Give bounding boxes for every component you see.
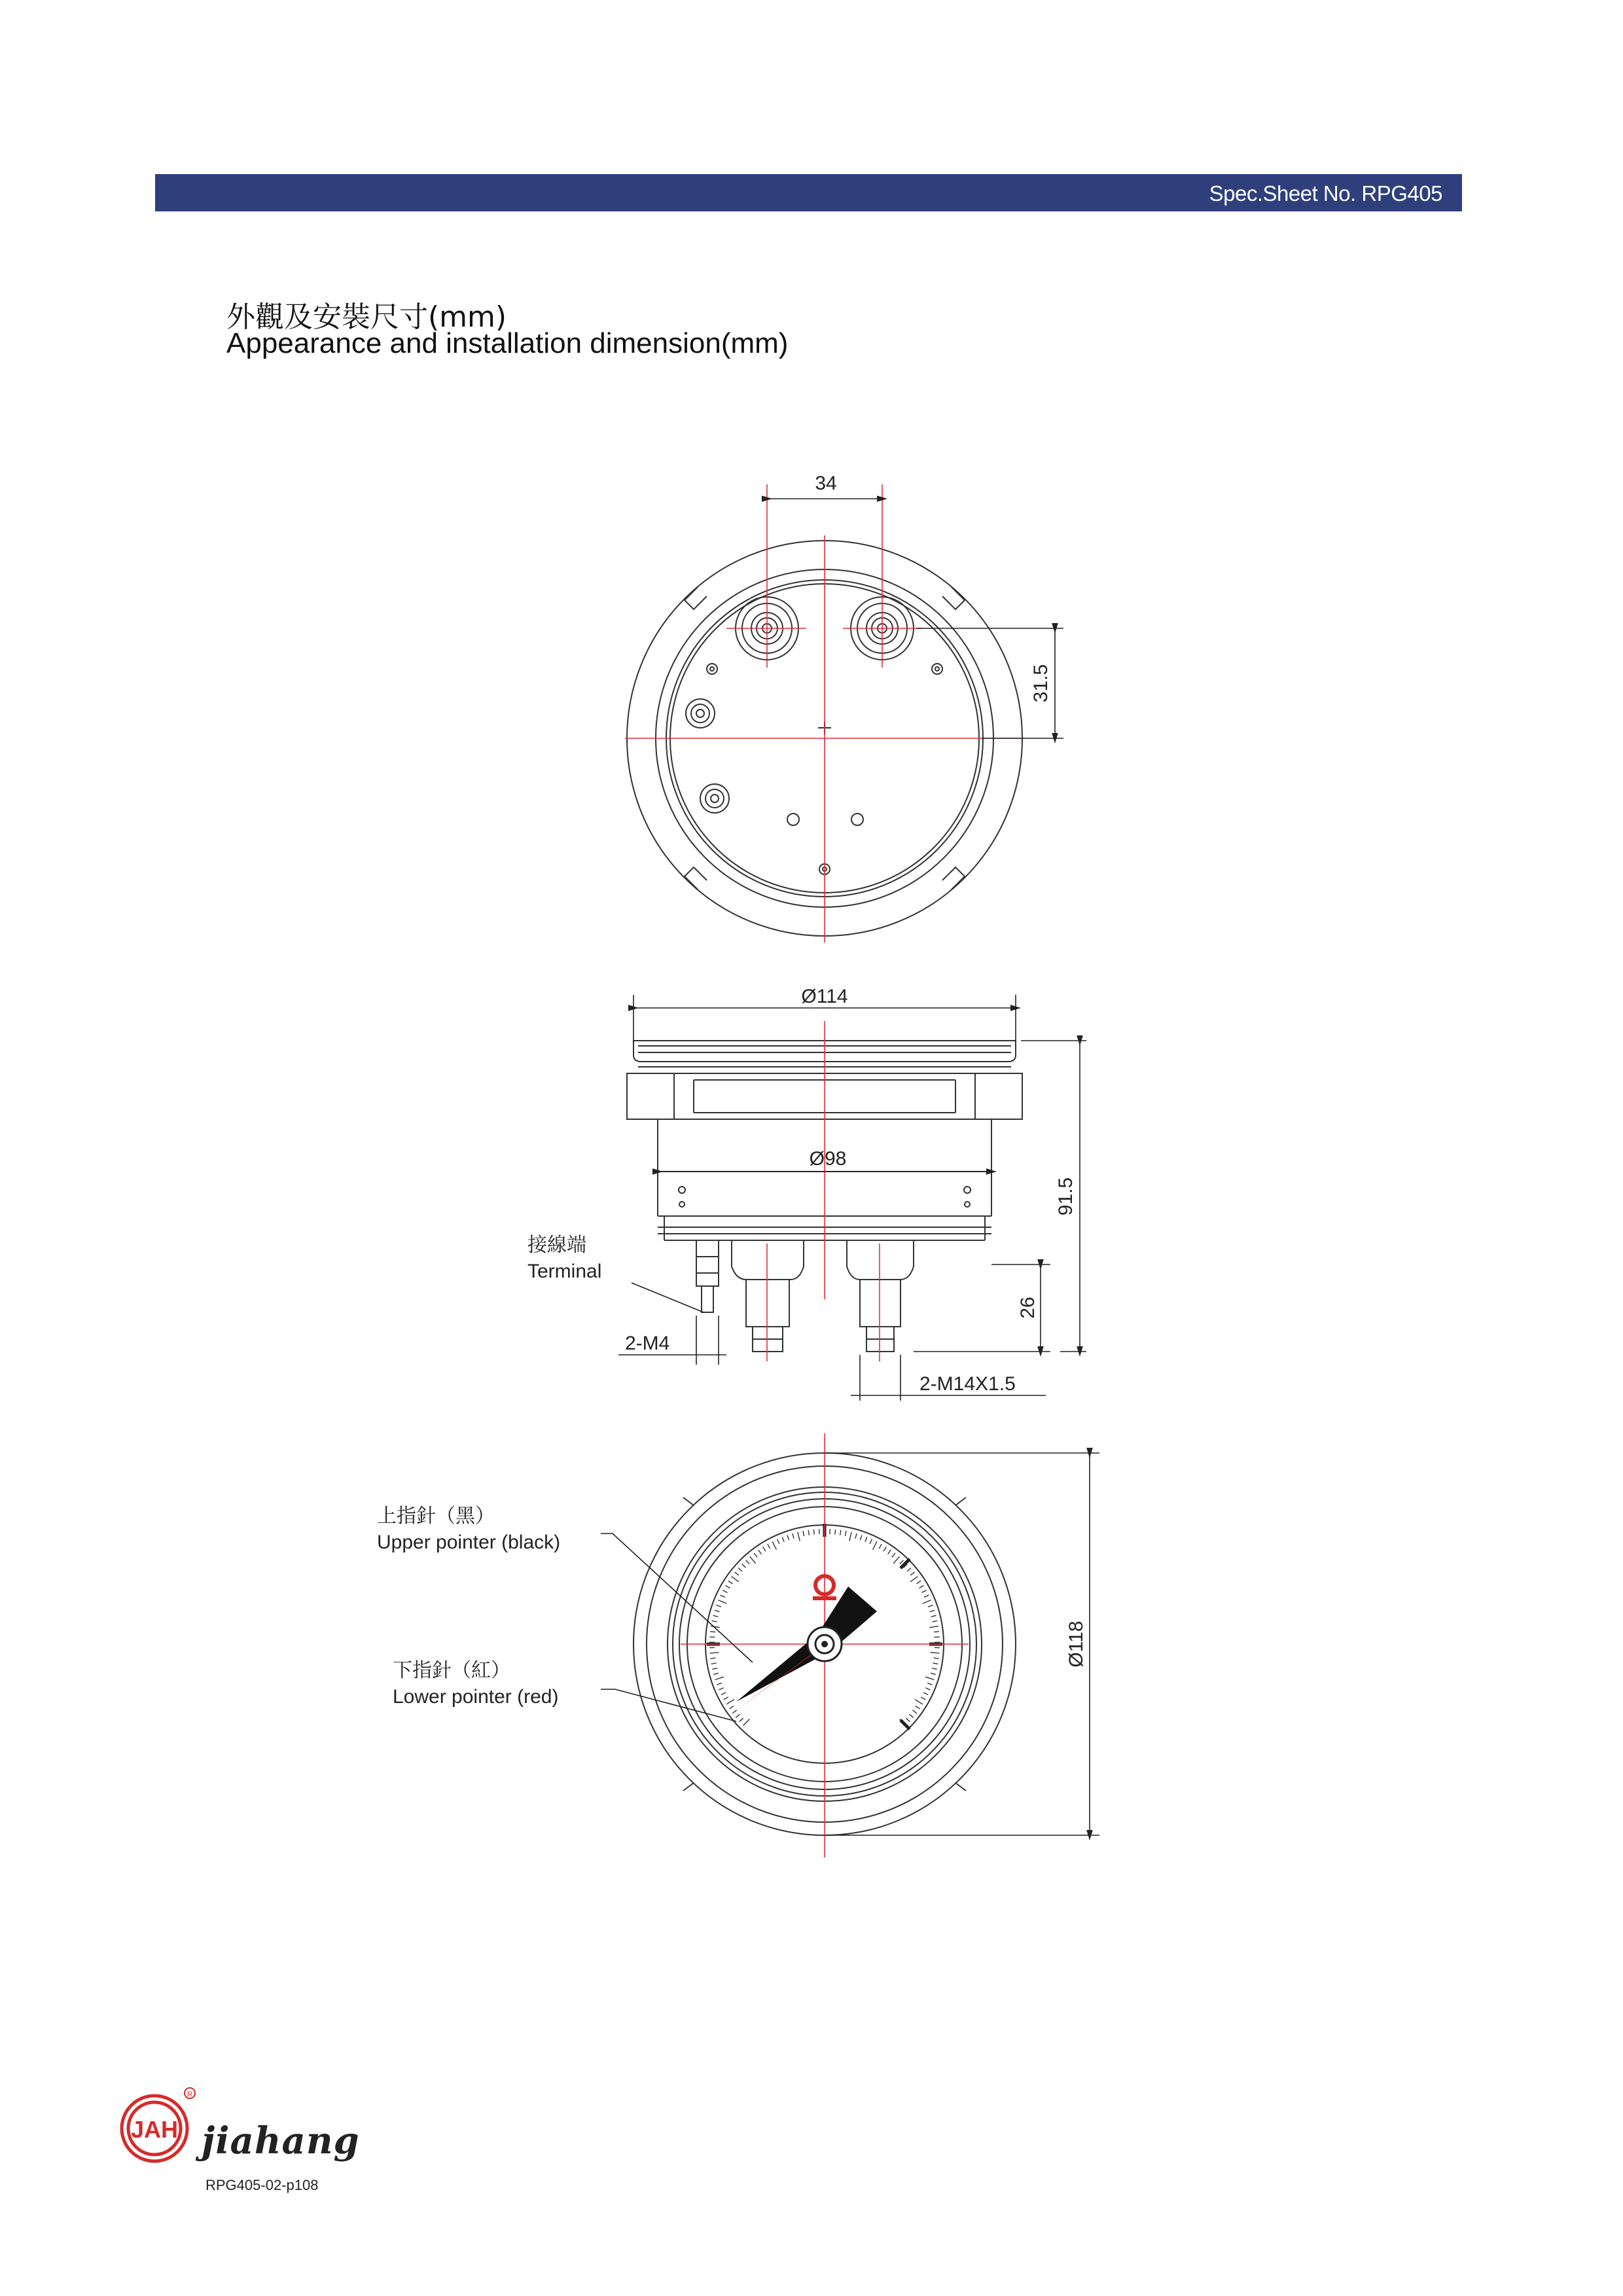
svg-text:R: R <box>187 2090 192 2098</box>
dial-tick <box>873 1541 877 1549</box>
dial-tick <box>840 1530 841 1535</box>
dial-tick <box>924 1595 929 1597</box>
dial-tick <box>740 1718 743 1721</box>
dial-tick <box>921 1590 926 1593</box>
dial-tick <box>912 1710 916 1713</box>
dial-tick <box>883 1547 886 1551</box>
dim-diameter-98: Ø98 <box>809 1148 847 1170</box>
dial-tick <box>712 1621 717 1622</box>
spec-sheet-number: Spec.Sheet No. RPG405 <box>1209 181 1442 206</box>
dial-tick <box>793 1534 794 1539</box>
dial-tick <box>916 1581 921 1583</box>
title-english: Appearance and installation dimension(mm) <box>226 327 789 359</box>
dial-tick <box>738 1568 742 1571</box>
dial-tick <box>921 1697 925 1700</box>
dial-tick <box>736 1714 740 1717</box>
dim-26: 26 <box>1017 1297 1039 1319</box>
dial-tick <box>729 1706 734 1708</box>
dial-tick <box>835 1530 836 1535</box>
dial-tick <box>845 1531 846 1536</box>
dial-tick <box>855 1534 857 1539</box>
dial-tick <box>803 1531 804 1536</box>
back-view-centerlines <box>625 484 1024 942</box>
dial-tick <box>712 1668 717 1670</box>
dial-tick <box>900 1560 903 1564</box>
dial-tick <box>893 1556 899 1564</box>
upper-pointer-label-en: Upper pointer (black) <box>377 1532 561 1553</box>
dial-tick <box>879 1544 882 1549</box>
dial-tick <box>728 1581 733 1583</box>
dial-tick <box>925 1688 930 1690</box>
dial-tick <box>726 1700 734 1704</box>
dial-tick <box>787 1535 789 1540</box>
dim-91-5: 91.5 <box>1055 1177 1077 1216</box>
dial-tick <box>870 1539 872 1544</box>
dial-tick <box>929 1626 938 1627</box>
dial-tick <box>763 1547 766 1551</box>
dial-tick <box>927 1683 932 1685</box>
dim-2-m4: 2-M4 <box>625 1333 670 1354</box>
footer-brand: jiahang <box>202 2119 360 2162</box>
terminal-label-en: Terminal <box>527 1261 602 1282</box>
dim-34: 34 <box>815 473 837 494</box>
dial-tick <box>709 1637 715 1638</box>
dial-tick <box>928 1605 933 1607</box>
dial-tick <box>865 1537 867 1541</box>
dial-tick <box>910 1572 914 1575</box>
dial-tick <box>717 1683 721 1685</box>
dial-tick <box>721 1693 726 1695</box>
dial-tick <box>777 1539 779 1544</box>
dim-diameter-114: Ø114 <box>801 986 848 1007</box>
dial-tick <box>772 1541 776 1549</box>
dial-tick <box>735 1572 739 1575</box>
logo-letters: JAH <box>130 2116 179 2143</box>
dial-tick <box>909 1714 913 1717</box>
dial-tick <box>932 1668 937 1670</box>
dial-tick <box>933 1621 938 1622</box>
dial-tick <box>732 1710 736 1713</box>
dial-tick <box>892 1553 895 1557</box>
dial-tick <box>923 1693 928 1695</box>
dial-tick <box>743 1719 750 1726</box>
dial-tick <box>750 1556 756 1564</box>
dial-tick <box>710 1658 715 1659</box>
dial-tick <box>925 1677 934 1679</box>
title-chinese: 外觀及安裝尺寸(mm) <box>226 300 507 334</box>
dial-tick <box>935 1637 940 1638</box>
dial-tick <box>716 1605 721 1607</box>
dial-tick <box>732 1577 739 1582</box>
dial-tick <box>719 1688 723 1690</box>
company-logo-icon <box>122 2088 195 2161</box>
side-view-centerlines <box>767 1021 880 1361</box>
dial-tick <box>931 1673 936 1674</box>
dial-tick <box>910 1577 918 1582</box>
dial-tick <box>930 1610 935 1611</box>
dial-tick <box>782 1537 784 1541</box>
dial-tick <box>768 1544 770 1549</box>
dial-tick <box>742 1564 746 1568</box>
dial-tick <box>711 1663 717 1664</box>
dim-2-m14x1-5: 2-M14X1.5 <box>919 1373 1016 1395</box>
dial-tick <box>798 1532 800 1541</box>
dial-tick <box>754 1553 757 1557</box>
dial-tick <box>919 1585 924 1588</box>
dial-tick <box>934 1658 939 1659</box>
dial-tick <box>907 1568 911 1571</box>
dial-tick <box>808 1530 809 1535</box>
dial-tick <box>721 1595 725 1597</box>
dial-tick <box>724 1697 728 1700</box>
dial-tick <box>923 1600 931 1604</box>
dial-tick <box>718 1600 726 1604</box>
dial-tick <box>931 1615 936 1617</box>
dial-tick <box>746 1560 749 1564</box>
footer-code: RPG405-02-p108 <box>205 2177 319 2193</box>
dial-tick <box>758 1550 762 1554</box>
dial-tick <box>860 1535 862 1540</box>
dial-tick <box>713 1615 719 1617</box>
dial-tick <box>726 1585 730 1588</box>
lower-pointer-label-zh: 下指針（紅） <box>393 1659 510 1682</box>
dim-diameter-118: Ø118 <box>1065 1621 1087 1668</box>
dial-tick <box>713 1673 719 1674</box>
terminal-posts <box>686 699 729 813</box>
dim-31-5: 31.5 <box>1030 664 1052 703</box>
dial-tick <box>916 1706 920 1708</box>
terminal-label-zh: 接線端 <box>527 1234 586 1257</box>
dial-tick <box>933 1663 938 1664</box>
dial-tick <box>715 1610 720 1611</box>
dial-tick <box>906 1718 910 1721</box>
upper-pointer-label-zh: 上指針（黑） <box>377 1505 495 1528</box>
dial-tick <box>813 1530 814 1535</box>
dial-tick <box>915 1700 923 1704</box>
dial-tick <box>722 1590 727 1593</box>
dial-tick <box>888 1550 891 1554</box>
dial-tick <box>849 1532 851 1541</box>
lower-pointer-label-en: Lower pointer (red) <box>393 1686 559 1708</box>
dial-tick <box>715 1677 724 1679</box>
dial-tick <box>711 1626 720 1627</box>
